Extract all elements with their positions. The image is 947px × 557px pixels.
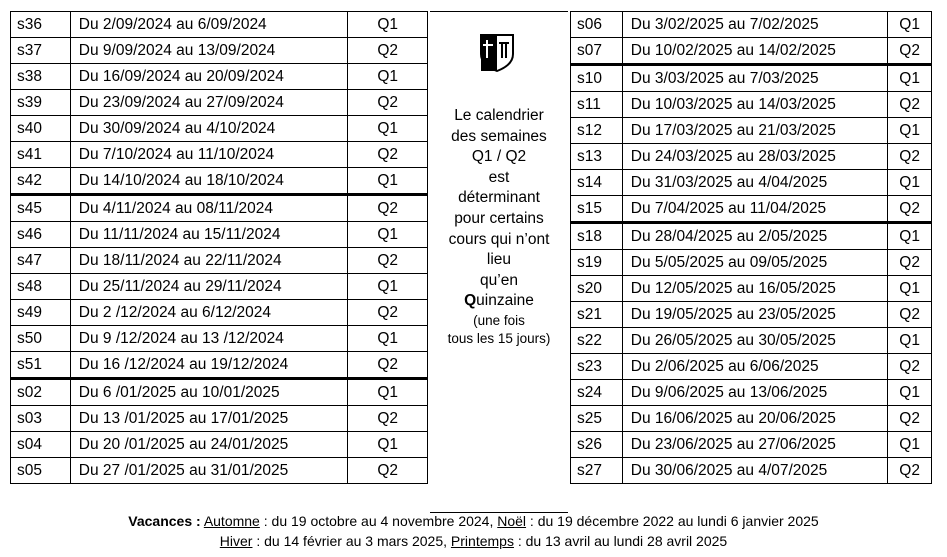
week-dates: Du 18/11/2024 au 22/11/2024 bbox=[70, 248, 348, 274]
week-dates: Du 25/11/2024 au 29/11/2024 bbox=[70, 274, 348, 300]
quinzaine-code: Q2 bbox=[348, 195, 428, 222]
hiver-label: Hiver bbox=[219, 533, 253, 549]
quinzaine-code: Q1 bbox=[888, 432, 932, 458]
quinzaine-code: Q2 bbox=[888, 196, 932, 223]
vacances-label: Vacances : bbox=[128, 513, 201, 529]
holidays-line-2 bbox=[0, 532, 947, 551]
week-dates: Du 31/03/2025 au 4/04/2025 bbox=[622, 170, 887, 196]
week-number: s25 bbox=[571, 406, 623, 432]
week-dates: Du 26/05/2025 au 30/05/2025 bbox=[622, 328, 887, 354]
calendar-table-right bbox=[570, 11, 932, 484]
week-dates: Du 3/02/2025 au 7/02/2025 bbox=[622, 12, 887, 38]
printemps-label: Printemps bbox=[450, 533, 514, 549]
week-row bbox=[11, 326, 428, 352]
week-number: s41 bbox=[11, 142, 71, 168]
quinzaine-initial: Q bbox=[464, 292, 477, 310]
noel-dates: : du 19 décembre 2022 au lundi 6 janvier 2025 bbox=[526, 513, 819, 529]
week-number: s51 bbox=[11, 352, 71, 379]
week-dates: Du 19/05/2025 au 23/05/2025 bbox=[622, 302, 887, 328]
quinzaine-code: Q2 bbox=[348, 352, 428, 379]
info-line: Q1 / Q2 bbox=[471, 148, 527, 166]
info-line: qu’en bbox=[480, 271, 518, 289]
week-number: s37 bbox=[11, 38, 71, 64]
week-number: s23 bbox=[571, 354, 623, 380]
week-dates: Du 12/05/2025 au 16/05/2025 bbox=[622, 276, 887, 302]
quinzaine-code: Q1 bbox=[888, 118, 932, 144]
week-row bbox=[11, 379, 428, 406]
quinzaine-code: Q2 bbox=[348, 38, 428, 64]
quinzaine-code: Q1 bbox=[348, 379, 428, 406]
noel-label: Noël bbox=[497, 513, 527, 529]
week-row bbox=[571, 12, 932, 38]
week-dates: Du 9/06/2025 au 13/06/2025 bbox=[622, 380, 887, 406]
week-row bbox=[11, 195, 428, 222]
info-line: déterminant bbox=[458, 189, 540, 207]
quinzaine-code: Q1 bbox=[348, 222, 428, 248]
week-number: s39 bbox=[11, 90, 71, 116]
week-row bbox=[571, 118, 932, 144]
week-number: s06 bbox=[571, 12, 623, 38]
week-number: s47 bbox=[11, 248, 71, 274]
week-dates: Du 20 /01/2025 au 24/01/2025 bbox=[70, 432, 348, 458]
week-row bbox=[571, 38, 932, 65]
quinzaine-code: Q2 bbox=[888, 92, 932, 118]
week-number: s50 bbox=[11, 326, 71, 352]
week-dates: Du 6 /01/2025 au 10/01/2025 bbox=[70, 379, 348, 406]
week-number: s45 bbox=[11, 195, 71, 222]
quinzaine-code: Q1 bbox=[888, 170, 932, 196]
week-number: s46 bbox=[11, 222, 71, 248]
week-dates: Du 3/03/2025 au 7/03/2025 bbox=[622, 65, 887, 92]
week-row bbox=[571, 250, 932, 276]
week-row bbox=[571, 276, 932, 302]
week-number: s20 bbox=[571, 276, 623, 302]
hiver-dates: : du 14 février au 3 mars 2025, bbox=[252, 533, 451, 549]
quinzaine-word bbox=[430, 291, 568, 312]
week-number: s07 bbox=[571, 38, 623, 65]
week-row bbox=[571, 65, 932, 92]
week-row bbox=[571, 170, 932, 196]
quinzaine-code: Q2 bbox=[888, 302, 932, 328]
quinzaine-code: Q2 bbox=[888, 38, 932, 65]
quinzaine-code: Q2 bbox=[888, 458, 932, 484]
info-line: pour certains bbox=[454, 209, 544, 227]
week-row bbox=[11, 458, 428, 484]
week-number: s14 bbox=[571, 170, 623, 196]
week-dates: Du 7/04/2025 au 11/04/2025 bbox=[622, 196, 887, 223]
week-number: s02 bbox=[11, 379, 71, 406]
week-row bbox=[11, 90, 428, 116]
week-number: s21 bbox=[571, 302, 623, 328]
quinzaine-code: Q2 bbox=[348, 458, 428, 484]
week-dates: Du 10/02/2025 au 14/02/2025 bbox=[622, 38, 887, 65]
quinzaine-code: Q1 bbox=[888, 380, 932, 406]
week-row bbox=[11, 352, 428, 379]
week-dates: Du 17/03/2025 au 21/03/2025 bbox=[622, 118, 887, 144]
quinzaine-code: Q1 bbox=[348, 64, 428, 90]
week-dates: Du 13 /01/2025 au 17/01/2025 bbox=[70, 406, 348, 432]
week-dates: Du 2/06/2025 au 6/06/2025 bbox=[622, 354, 887, 380]
quinzaine-code: Q2 bbox=[888, 406, 932, 432]
week-row bbox=[11, 142, 428, 168]
right-table-body bbox=[571, 12, 932, 484]
quinzaine-code: Q1 bbox=[348, 168, 428, 195]
printemps-dates: : du 13 avril au lundi 28 avril 2025 bbox=[513, 533, 728, 549]
info-line: Le calendrier bbox=[454, 107, 544, 124]
week-dates: Du 30/09/2024 au 4/10/2024 bbox=[70, 116, 348, 142]
week-row bbox=[571, 354, 932, 380]
quinzaine-code: Q2 bbox=[348, 90, 428, 116]
quinzaine-code: Q2 bbox=[888, 250, 932, 276]
week-number: s04 bbox=[11, 432, 71, 458]
info-line: des semaines bbox=[451, 127, 547, 145]
week-row bbox=[571, 380, 932, 406]
week-number: s13 bbox=[571, 144, 623, 170]
week-dates: Du 9/09/2024 au 13/09/2024 bbox=[70, 38, 348, 64]
week-row bbox=[11, 432, 428, 458]
quinzaine-code: Q1 bbox=[348, 432, 428, 458]
week-number: s22 bbox=[571, 328, 623, 354]
quinzaine-code: Q1 bbox=[348, 274, 428, 300]
week-row bbox=[571, 302, 932, 328]
week-dates: Du 10/03/2025 au 14/03/2025 bbox=[622, 92, 887, 118]
week-dates: Du 30/06/2025 au 4/07/2025 bbox=[622, 458, 887, 484]
quinzaine-code: Q1 bbox=[348, 12, 428, 38]
week-number: s42 bbox=[11, 168, 71, 195]
week-dates: Du 23/06/2025 au 27/06/2025 bbox=[622, 432, 887, 458]
week-dates: Du 4/11/2024 au 08/11/2024 bbox=[70, 195, 348, 222]
quinzaine-code: Q1 bbox=[888, 328, 932, 354]
quinzaine-rest: uinzaine bbox=[476, 292, 534, 310]
week-dates: Du 16/06/2025 au 20/06/2025 bbox=[622, 406, 887, 432]
info-note: (une fois bbox=[473, 312, 525, 328]
week-number: s10 bbox=[571, 65, 623, 92]
week-number: s26 bbox=[571, 432, 623, 458]
week-number: s19 bbox=[571, 250, 623, 276]
quinzaine-code: Q2 bbox=[348, 406, 428, 432]
week-dates: Du 27 /01/2025 au 31/01/2025 bbox=[70, 458, 348, 484]
week-row bbox=[11, 168, 428, 195]
quinzaine-code: Q2 bbox=[348, 300, 428, 326]
automne-label: Automne bbox=[203, 513, 260, 529]
week-number: s18 bbox=[571, 223, 623, 250]
quinzaine-code: Q1 bbox=[888, 65, 932, 92]
week-row bbox=[11, 248, 428, 274]
week-row bbox=[571, 223, 932, 250]
quinzaine-code: Q2 bbox=[888, 354, 932, 380]
week-number: s27 bbox=[571, 458, 623, 484]
week-dates: Du 5/05/2025 au 09/05/2025 bbox=[622, 250, 887, 276]
week-row bbox=[571, 196, 932, 223]
week-dates: Du 16/09/2024 au 20/09/2024 bbox=[70, 64, 348, 90]
school-crest-icon bbox=[478, 32, 516, 72]
info-panel bbox=[430, 11, 568, 513]
quinzaine-code: Q2 bbox=[888, 144, 932, 170]
week-row bbox=[11, 406, 428, 432]
week-row bbox=[11, 12, 428, 38]
left-table-body bbox=[11, 12, 428, 484]
week-dates: Du 9 /12/2024 au 13 /12/2024 bbox=[70, 326, 348, 352]
week-number: s11 bbox=[571, 92, 623, 118]
week-number: s15 bbox=[571, 196, 623, 223]
week-dates: Du 16 /12/2024 au 19/12/2024 bbox=[70, 352, 348, 379]
holidays-line-1 bbox=[0, 512, 947, 531]
week-row bbox=[571, 406, 932, 432]
week-number: s05 bbox=[11, 458, 71, 484]
week-number: s36 bbox=[11, 12, 71, 38]
quinzaine-code: Q1 bbox=[348, 116, 428, 142]
week-number: s38 bbox=[11, 64, 71, 90]
quinzaine-code: Q2 bbox=[348, 142, 428, 168]
info-text bbox=[430, 106, 568, 348]
week-dates: Du 11/11/2024 au 15/11/2024 bbox=[70, 222, 348, 248]
week-row bbox=[11, 274, 428, 300]
week-number: s49 bbox=[11, 300, 71, 326]
week-number: s03 bbox=[11, 406, 71, 432]
week-row bbox=[11, 116, 428, 142]
week-dates: Du 23/09/2024 au 27/09/2024 bbox=[70, 90, 348, 116]
week-dates: Du 28/04/2025 au 2/05/2025 bbox=[622, 223, 887, 250]
week-row bbox=[11, 222, 428, 248]
quinzaine-code: Q1 bbox=[888, 223, 932, 250]
week-row bbox=[571, 328, 932, 354]
info-line: cours qui n’ont bbox=[448, 230, 550, 248]
calendar-table-left bbox=[10, 11, 428, 484]
quinzaine-code: Q1 bbox=[348, 326, 428, 352]
week-row bbox=[11, 64, 428, 90]
quinzaine-code: Q1 bbox=[888, 12, 932, 38]
week-row bbox=[571, 92, 932, 118]
week-row bbox=[571, 458, 932, 484]
week-number: s40 bbox=[11, 116, 71, 142]
week-number: s48 bbox=[11, 274, 71, 300]
week-number: s12 bbox=[571, 118, 623, 144]
week-dates: Du 2 /12/2024 au 6/12/2024 bbox=[70, 300, 348, 326]
automne-dates: : du 19 octobre au 4 novembre 2024, bbox=[259, 513, 498, 529]
week-dates: Du 14/10/2024 au 18/10/2024 bbox=[70, 168, 348, 195]
week-row bbox=[11, 300, 428, 326]
week-dates: Du 7/10/2024 au 11/10/2024 bbox=[70, 142, 348, 168]
week-dates: Du 24/03/2025 au 28/03/2025 bbox=[622, 144, 887, 170]
week-dates: Du 2/09/2024 au 6/09/2024 bbox=[70, 12, 348, 38]
week-row bbox=[571, 144, 932, 170]
week-row bbox=[571, 432, 932, 458]
info-line: est bbox=[488, 168, 510, 186]
quinzaine-code: Q1 bbox=[888, 276, 932, 302]
week-row bbox=[11, 38, 428, 64]
week-number: s24 bbox=[571, 380, 623, 406]
info-line: lieu bbox=[486, 251, 512, 269]
quinzaine-code: Q2 bbox=[348, 248, 428, 274]
info-note: tous les 15 jours) bbox=[447, 330, 551, 346]
